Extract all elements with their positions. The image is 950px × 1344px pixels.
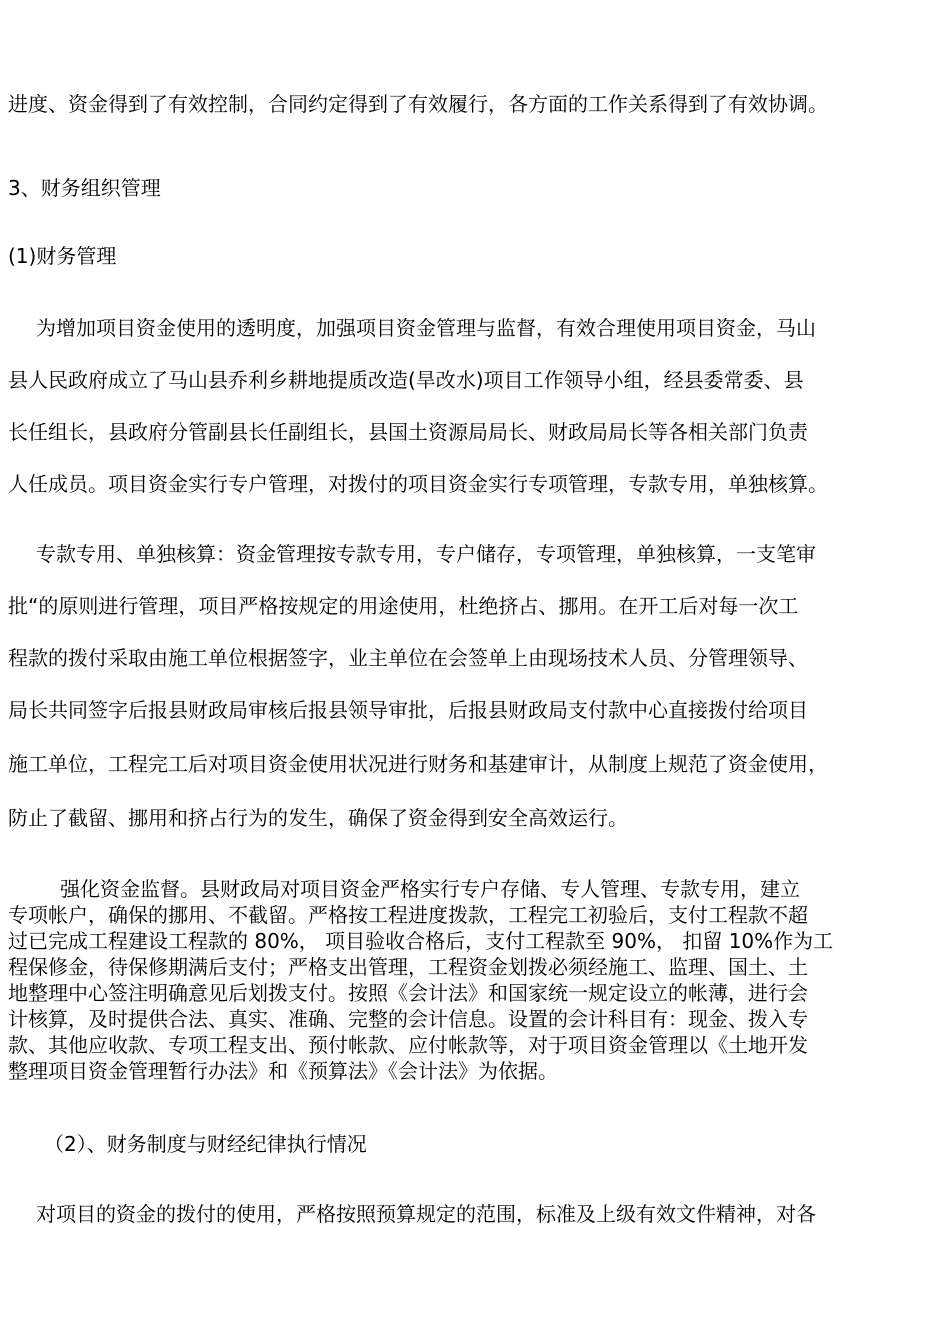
- paragraph-supervision-line: 强化资金监督。县财政局对项目资金严格实行专户存储、专人管理、专款专用，建立: [60, 877, 800, 901]
- paragraph-special-funds-line: 防止了截留、挪用和挤占行为的发生，确保了资金得到安全高效运行。: [8, 806, 628, 830]
- subsection-heading-financial-management: (1)财务管理: [8, 244, 117, 268]
- paragraph-leadership-line: 人任成员。项目资金实行专户管理，对拨付的项目资金实行专项管理，专款专用，单独核算。: [8, 472, 828, 496]
- paragraph-special-funds-line: 施工单位，工程完工后对项目资金使用状况进行财务和基建审计，从制度上规范了资金使用，: [8, 752, 828, 776]
- paragraph-supervision: [8, 876, 920, 1084]
- paragraph-special-funds-line: 程款的拨付采取由施工单位根据签字，业主单位在会签单上由现场技术人员、分管理领导、: [8, 646, 808, 670]
- paragraph-supervision-line: 整理项目资金管理暂行办法》和《预算法》《会计法》为依据。: [8, 1059, 558, 1083]
- subsection-heading-financial-discipline: （2）、财务制度与财经纪律执行情况: [44, 1132, 367, 1156]
- paragraph-special-funds-line: 专款专用、单独核算：资金管理按专款专用，专户储存，专项管理，单独核算，一支笔审: [36, 542, 816, 566]
- paragraph-top-line: 进度、资金得到了有效控制，合同约定得到了有效履行，各方面的工作关系得到了有效协调。: [8, 92, 828, 116]
- section-heading-financial-organization: 3、财务组织管理: [8, 176, 161, 200]
- paragraph-supervision-line: 程保修金，待保修期满后支付；严格支出管理，工程资金划拨必须经施工、监理、国土、土: [8, 955, 808, 979]
- paragraph-supervision-line: 过已完成工程建设工程款的 80%， 项目验收合格后，支付工程款至 90%， 扣留 10%作为工: [8, 929, 834, 953]
- paragraph-special-funds-line: 局长共同签字后报县财政局审核后报县领导审批，后报县财政局支付款中心直接拨付给项目: [8, 698, 808, 722]
- paragraph-leadership-line: 为增加项目资金使用的透明度，加强项目资金管理与监督，有效合理使用项目资金，马山: [36, 316, 816, 340]
- paragraph-supervision-line: 计核算，及时提供合法、真实、准确、完整的会计信息。设置的会计科目有：现金、拨入专: [8, 1007, 808, 1031]
- paragraph-leadership-line: 县人民政府成立了马山县乔利乡耕地提质改造(旱改水)项目工作领导小组，经县委常委、县: [8, 368, 804, 392]
- paragraph-bottom-line: 对项目的资金的拨付的使用，严格按照预算规定的范围，标准及上级有效文件精神，对各: [36, 1202, 816, 1226]
- paragraph-leadership-line: 长任组长，县政府分管副县长任副组长，县国土资源局局长、财政局局长等各相关部门负责: [8, 420, 808, 444]
- paragraph-special-funds-line: 批“的原则进行管理，项目严格按规定的用途使用，杜绝挤占、挪用。在开工后对每一次工: [8, 594, 799, 618]
- paragraph-supervision-line: 专项帐户，确保的挪用、不截留。严格按工程进度拨款，工程完工初验后，支付工程款不超: [8, 903, 808, 927]
- paragraph-supervision-line: 地整理中心签注明确意见后划拨支付。按照《会计法》和国家统一规定设立的帐薄，进行会: [8, 981, 808, 1005]
- paragraph-supervision-line: 款、其他应收款、专项工程支出、预付帐款、应付帐款等，对于项目资金管理以《土地开发: [8, 1033, 808, 1057]
